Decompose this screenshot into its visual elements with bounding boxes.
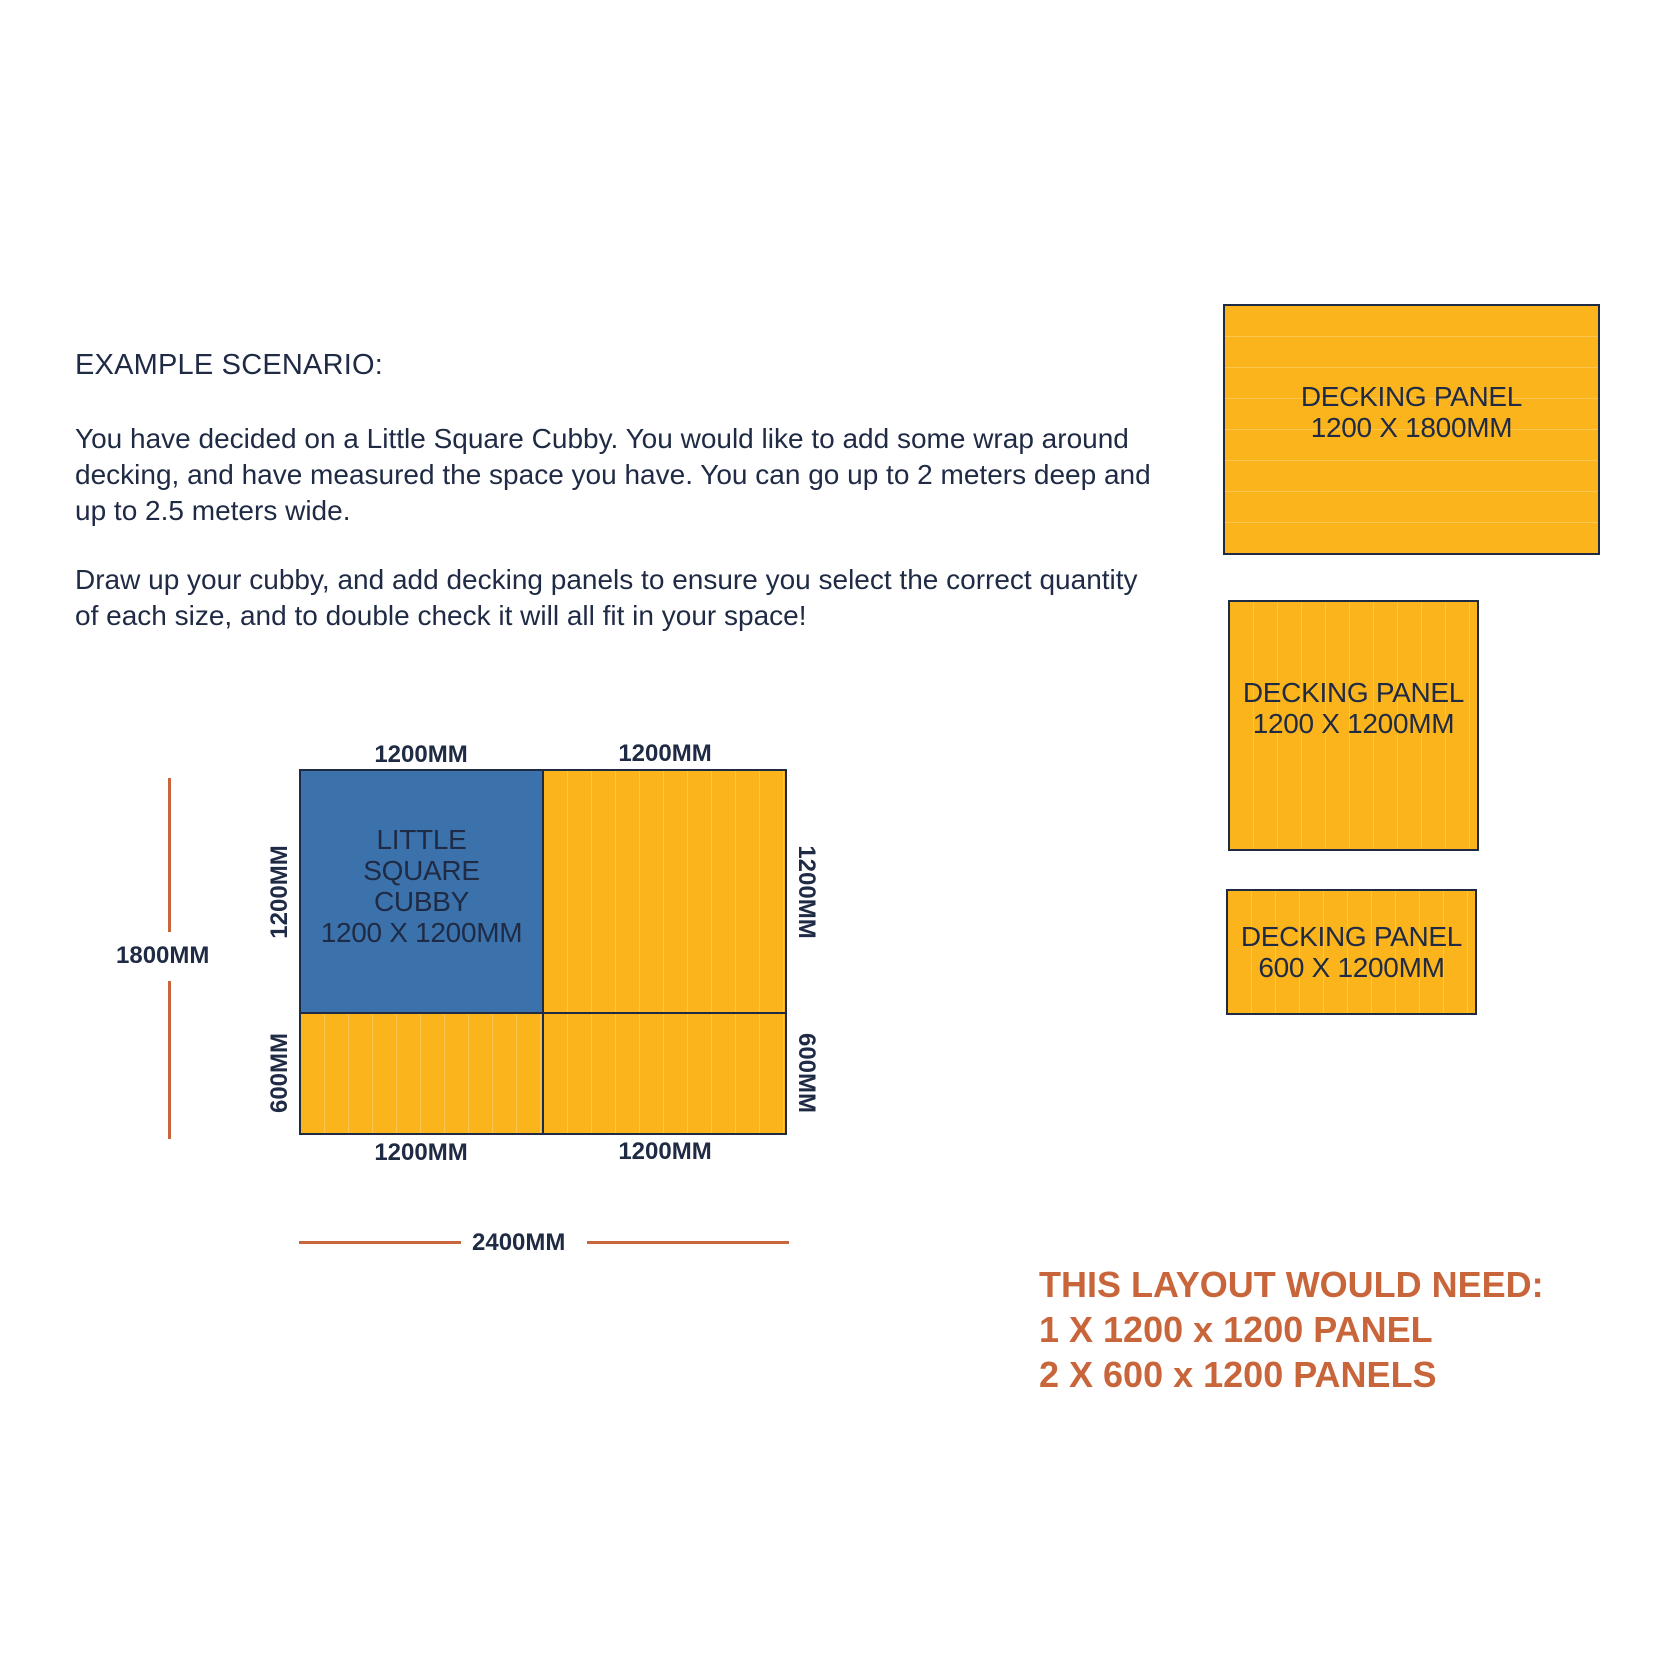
- decking-area-bottom-right: [542, 1012, 787, 1135]
- summary-heading: THIS LAYOUT WOULD NEED:: [1039, 1264, 1544, 1305]
- width-line-right: [587, 1241, 789, 1244]
- cubby-label-line: SQUARE: [363, 854, 480, 886]
- cubby-area: [299, 769, 544, 1014]
- depth-line-upper: [168, 778, 171, 932]
- scenario-paragraph-1: You have decided on a Little Square Cubby. You would like to add some wrap around decking, and have measured the space you have. You can go up to 2 meters deep and up to 2.5 meters wide.: [75, 423, 1151, 526]
- scenario-heading: EXAMPLE SCENARIO:: [75, 349, 383, 381]
- dim-right-upper: 1200MM: [793, 845, 820, 939]
- cubby-label-line: CUBBY: [374, 885, 469, 917]
- width-line-left: [299, 1241, 461, 1244]
- decking-panel-1200x1800: [1223, 304, 1600, 555]
- panel-size: 600 X 1200MM: [1258, 952, 1445, 983]
- summary-item: 2 X 600 x 1200 PANELS: [1039, 1354, 1437, 1395]
- panel-label: DECKING PANEL: [1242, 676, 1465, 708]
- decking-area-bottom-left: [299, 1012, 544, 1135]
- summary-item: 1 X 1200 x 1200 PANEL: [1039, 1309, 1433, 1350]
- cubby-label-line: 1200 X 1200MM: [320, 916, 523, 948]
- panel-label: DECKING PANEL: [1300, 380, 1523, 412]
- depth-line-lower: [168, 981, 171, 1139]
- panel-label: DECKING PANEL: [1240, 921, 1463, 952]
- decking-panel-1200x1200: [1228, 600, 1479, 851]
- dim-top-left: 1200MM: [374, 741, 468, 768]
- total-width-label: 2400MM: [472, 1229, 566, 1256]
- layout-summary: [1039, 1262, 1544, 1397]
- panel-size: 1200 X 1800MM: [1310, 411, 1513, 443]
- cubby-label-line: LITTLE: [376, 823, 467, 855]
- dim-left-lower: 600MM: [266, 1032, 293, 1114]
- dim-bottom-right: 1200MM: [618, 1138, 712, 1165]
- total-depth-label: 1800MM: [116, 942, 210, 969]
- dim-right-lower: 600MM: [793, 1032, 820, 1114]
- decking-panel-600x1200: [1226, 889, 1477, 1015]
- panel-size: 1200 X 1200MM: [1252, 707, 1455, 739]
- scenario-paragraph-2: Draw up your cubby, and add decking panels to ensure you select the correct quantity of each size, and to double check it will all fit in your space!: [75, 564, 1138, 631]
- dim-bottom-left: 1200MM: [374, 1139, 468, 1166]
- decking-area-top-right: [542, 769, 787, 1014]
- dim-left-upper: 1200MM: [266, 845, 293, 939]
- dim-top-right: 1200MM: [618, 740, 712, 767]
